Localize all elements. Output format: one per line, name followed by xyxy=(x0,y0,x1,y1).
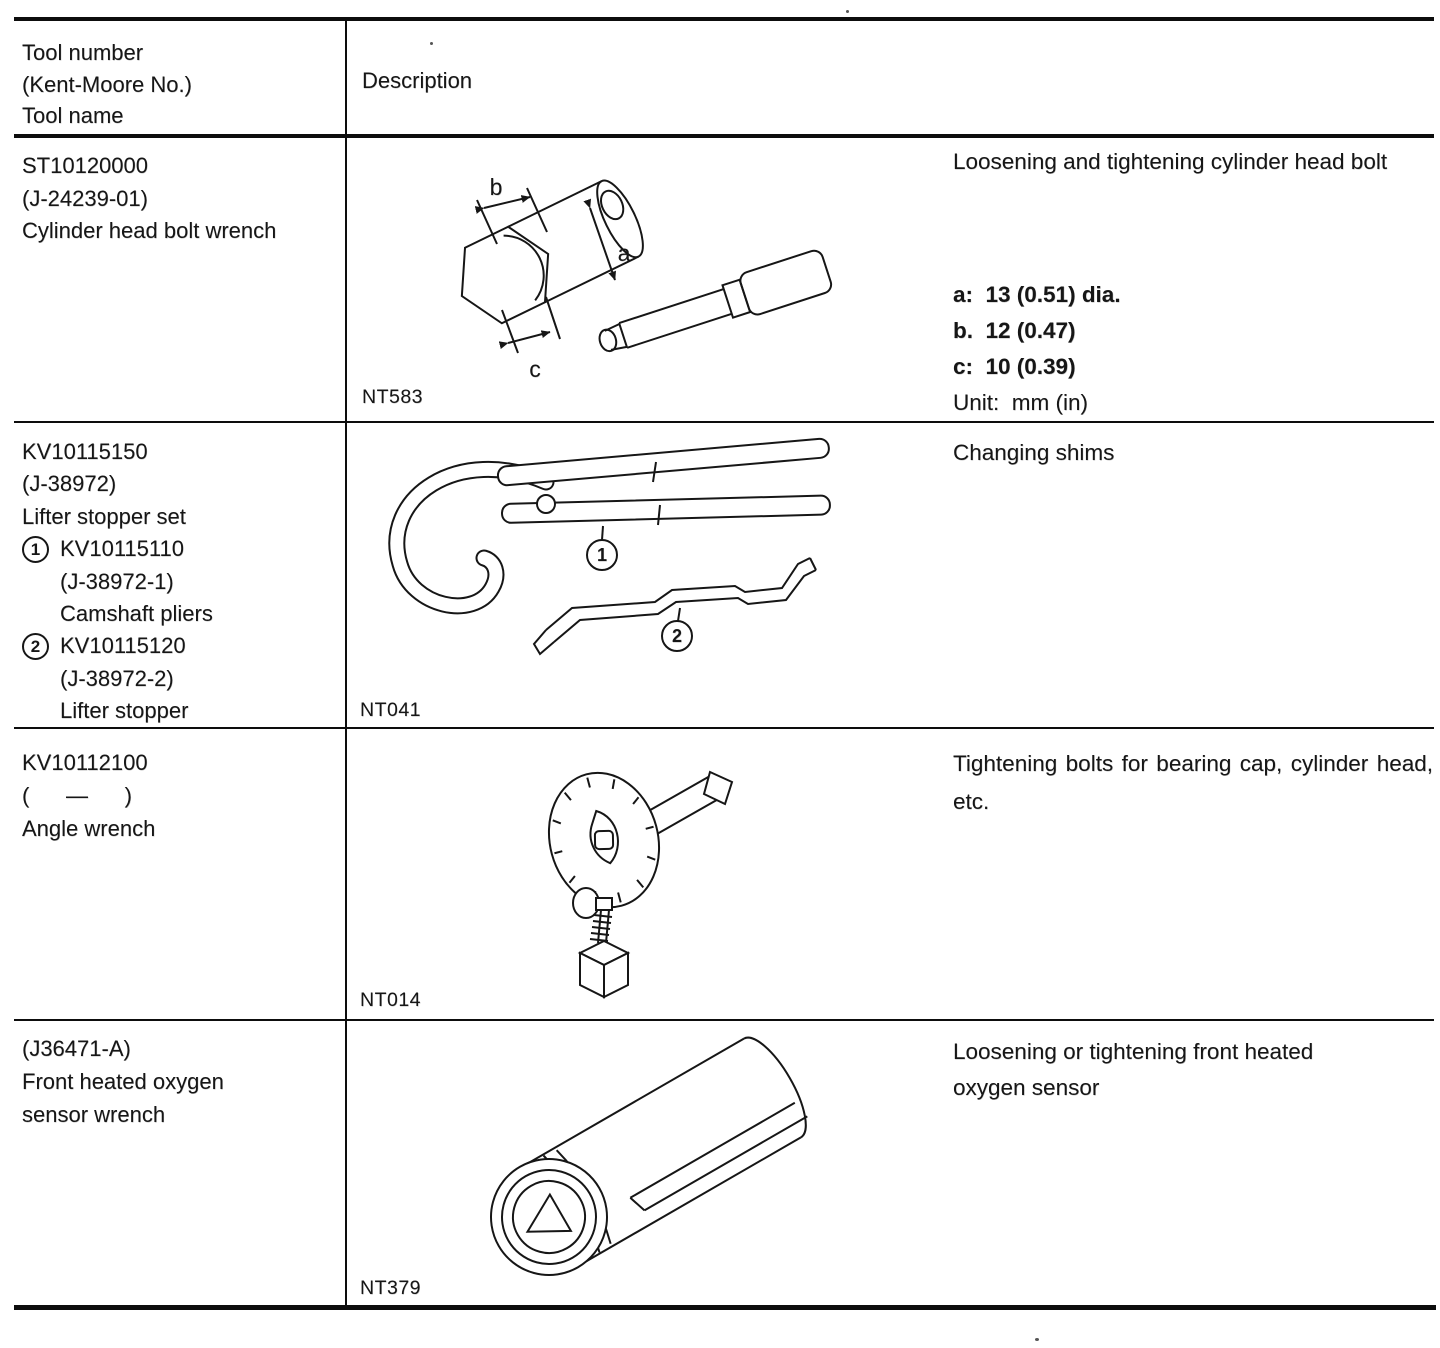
header-tool-name-label: Tool name xyxy=(22,103,124,128)
figure-cylinder-head-bolt-wrench xyxy=(350,145,930,390)
figure-code: NT041 xyxy=(360,699,422,721)
tool-number: (J36471-A) xyxy=(22,1036,131,1061)
circled-number-2: 2 xyxy=(22,633,49,660)
table-border-bottom xyxy=(14,1305,1436,1310)
figure-oxygen-sensor-wrench xyxy=(350,1025,930,1301)
row2-divider xyxy=(14,727,1434,729)
sub-tool-name: Lifter stopper xyxy=(60,698,189,724)
figure-callout-2: 2 xyxy=(671,626,683,646)
scan-speckle xyxy=(846,10,849,13)
sub-tool-number: KV10115110 xyxy=(60,536,184,562)
row1-divider xyxy=(14,421,1434,423)
sub-tool-name: Camshaft pliers xyxy=(60,601,213,627)
tool-name: Cylinder head bolt wrench xyxy=(22,218,277,243)
dimension-a: a: 13 (0.51) dia. xyxy=(953,282,1121,307)
sub-item-1 xyxy=(22,533,213,565)
row2-description: Changing shims xyxy=(953,440,1115,465)
sub-kent-moore: (J-38972-1) xyxy=(60,568,174,594)
figure-code: NT014 xyxy=(360,989,422,1011)
dim-label-b: b xyxy=(489,174,503,200)
sub-kent-moore: (J-38972-2) xyxy=(60,665,174,691)
kent-moore-number: (J-38972) xyxy=(22,471,117,497)
row1-description: Loosening and tightening cylinder head bolt xyxy=(953,149,1388,174)
tool-number: KV10112100 xyxy=(22,750,148,775)
tool-name: Lifter stopper set xyxy=(22,503,186,529)
kent-moore-number: (J-24239-01) xyxy=(22,185,148,211)
row4-tool-cell xyxy=(22,1032,292,1131)
row1-tool-cell xyxy=(22,150,276,248)
row3-tool-cell xyxy=(22,746,155,845)
header-tool-number-label: Tool number xyxy=(22,40,144,65)
unit-note: Unit: mm (in) xyxy=(953,390,1088,415)
tool-number: KV10115150 xyxy=(22,439,148,464)
figure-angle-wrench xyxy=(350,735,930,997)
dimension-c: c: 10 (0.39) xyxy=(953,354,1076,379)
circled-number-1: 1 xyxy=(22,536,49,563)
tool-name: Angle wrench xyxy=(22,816,156,841)
scan-speckle xyxy=(430,42,433,45)
header-kent-moore-label: (Kent-Moore No.) xyxy=(22,71,192,97)
row4-description: Loosening or tightening front heated oxygen sensor xyxy=(953,1039,1314,1100)
header-divider xyxy=(14,134,1434,138)
row3-description: Tightening bolts for bearing cap, cylinder head, etc. xyxy=(953,751,1433,814)
tool-number: ST10120000 xyxy=(22,153,148,178)
figure-callout-1: 1 xyxy=(596,545,608,565)
tool-name: Front heated oxygen sensor wrench xyxy=(22,1069,224,1127)
column-divider xyxy=(345,17,347,1310)
figure-code: NT583 xyxy=(362,386,424,408)
row1-dimensions xyxy=(953,277,1121,421)
sub-tool-number: KV10115120 xyxy=(60,633,186,659)
header-description-label: Description xyxy=(362,68,473,93)
row3-divider xyxy=(14,1019,1434,1021)
kent-moore-number: ( — ) xyxy=(22,783,132,808)
figure-code: NT379 xyxy=(360,1277,422,1299)
table-border-top xyxy=(14,17,1434,21)
figure-lifter-stopper-set xyxy=(350,430,930,702)
dim-label-a: a xyxy=(617,240,631,266)
row2-tool-cell xyxy=(22,436,213,728)
header-tool-column xyxy=(22,37,192,132)
dimension-b: b. 12 (0.47) xyxy=(953,318,1076,343)
scan-speckle xyxy=(1035,1338,1039,1341)
sub-item-2 xyxy=(22,630,213,662)
dim-label-c: c xyxy=(529,356,541,382)
